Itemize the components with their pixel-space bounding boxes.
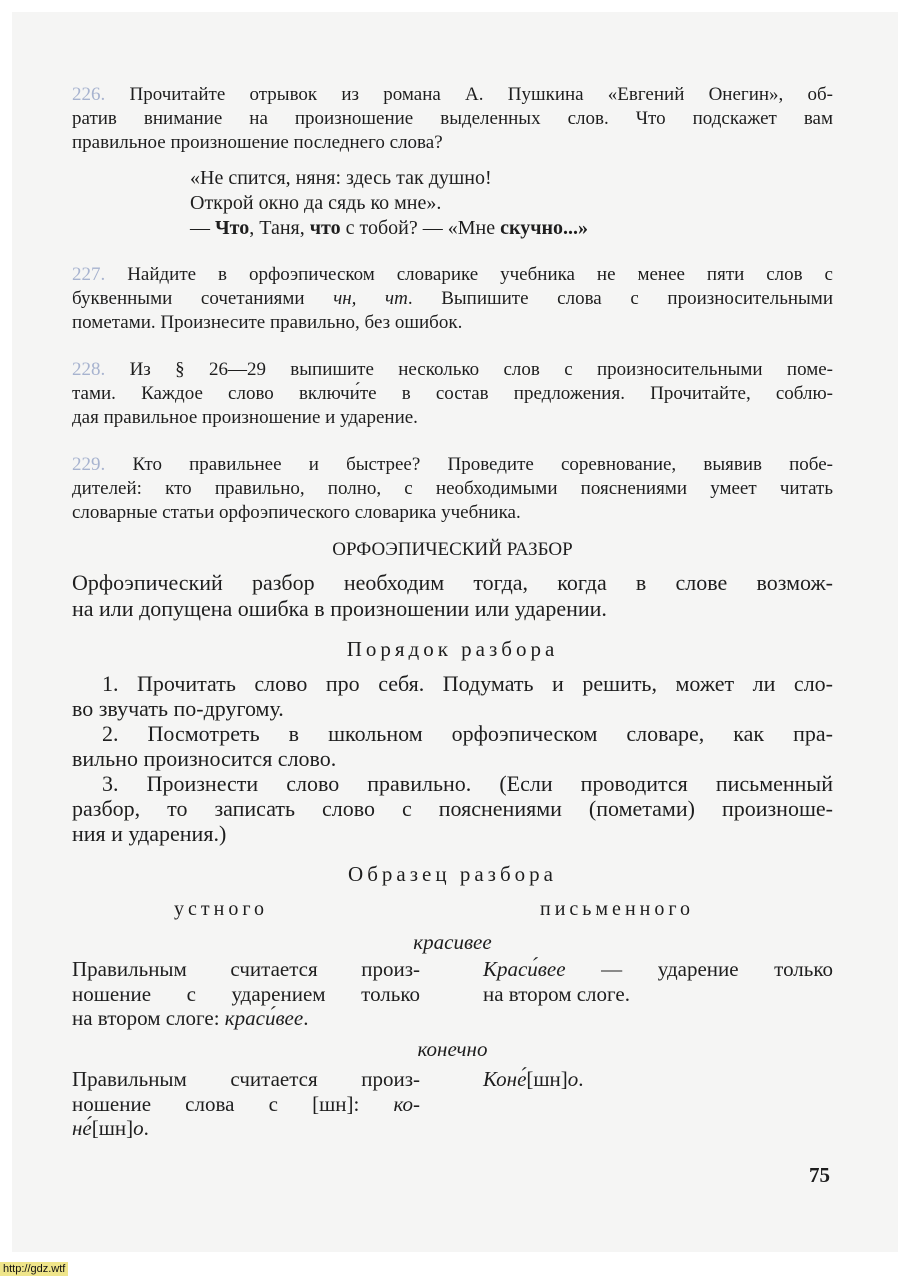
- text-segment: с тобой? — «Мне: [340, 217, 501, 239]
- exercise-number: 227.: [72, 264, 106, 285]
- text-segment: ношение слова с [шн]:: [72, 1091, 394, 1116]
- krasivee-oral: [72, 957, 420, 1031]
- exercise-number: 228.: [72, 359, 106, 380]
- text-segment: тами. Каждое слово включи́те в состав предложения. Прочитайте, соблю-: [72, 383, 833, 404]
- text-segment: Что: [215, 217, 250, 239]
- text-segment: .: [303, 1006, 309, 1030]
- text-segment: на втором слоге:: [72, 1006, 225, 1030]
- text-segment: «Не спится, няня: здесь так душно!: [190, 167, 492, 189]
- text-segment: 3. Произнести слово правильно. (Если проводится письменный: [102, 771, 833, 796]
- text-line: [72, 721, 833, 746]
- konechno-oral: [72, 1067, 420, 1141]
- text-segment: разбор, то записать слово с пояснениями (пометами) произноше-: [72, 796, 833, 821]
- text-line: [72, 477, 833, 501]
- text-segment: , Таня,: [249, 217, 310, 239]
- text-segment: скучно...»: [500, 217, 588, 239]
- written-label: письменного: [540, 898, 695, 920]
- text-line: [72, 453, 833, 477]
- text-segment: Из § 26—29 выпишите несколько слов с произносительными поме-: [105, 359, 833, 380]
- text-line: [72, 957, 420, 982]
- text-line: [72, 570, 833, 596]
- text-segment: чн, чт: [333, 288, 408, 309]
- footer-link[interactable]: http://gdz.wtf: [0, 1262, 68, 1276]
- text-line: [72, 1067, 420, 1092]
- order-steps: [72, 671, 833, 846]
- text-line: [72, 671, 833, 696]
- text-line: [72, 821, 833, 846]
- text-segment: .: [578, 1067, 584, 1091]
- page-number: 75: [809, 1163, 830, 1187]
- text-line: [190, 216, 750, 241]
- text-line: [72, 287, 833, 311]
- text-line: [72, 1092, 420, 1117]
- text-segment: Найдите в орфоэпическом словарике учебника не менее пяти слов с: [105, 264, 833, 285]
- text-segment: на втором слоге.: [483, 981, 630, 1006]
- text-line: [72, 771, 833, 796]
- text-line: [72, 501, 833, 525]
- sample-title: Образец разбора: [348, 862, 557, 886]
- text-line: [72, 83, 833, 107]
- text-line: [72, 596, 833, 622]
- text-line: [483, 957, 833, 982]
- text-line: [72, 358, 833, 382]
- text-segment: Открой окно да сядь ко мне».: [190, 192, 442, 214]
- text-segment: Правильным считается произ-: [72, 1067, 420, 1091]
- text-segment: дителей: кто правильно, полно, с необходимыми пояснениями умеет читать: [72, 478, 833, 499]
- text-segment: .: [143, 1116, 149, 1140]
- text-segment: ношение с ударением только: [72, 981, 420, 1006]
- text-line: [72, 107, 833, 131]
- word-konechno: конечно: [417, 1037, 488, 1061]
- text-line: [483, 982, 833, 1007]
- text-segment: буквенными сочетаниями: [72, 288, 334, 309]
- text-segment: правильное произношение последнего слова?: [72, 132, 443, 153]
- text-line: [72, 1116, 420, 1141]
- text-segment: дая правильное произношение и ударение.: [72, 407, 418, 428]
- text-line: [72, 406, 833, 430]
- text-segment: —: [190, 217, 215, 239]
- text-segment: Правильным считается произ-: [72, 957, 420, 981]
- definition-paragraph: [72, 570, 833, 622]
- section-heading: ОРФОЭПИЧЕСКИЙ РАЗБОР: [332, 539, 573, 560]
- text-line: [72, 131, 833, 155]
- text-line: [72, 1006, 420, 1031]
- text-segment: пометами. Произнесите правильно, без ошибок.: [72, 312, 463, 333]
- text-segment: Кто правильнее и быстрее? Проведите соревнование, выявив побе-: [105, 454, 833, 475]
- text-segment: ратив внимание на произношение выделенных слов. Что подскажет вам: [72, 108, 833, 129]
- text-segment: не́: [72, 1116, 92, 1140]
- text-segment: 2. Посмотреть в школьном орфоэпическом словаре, как пра-: [102, 721, 833, 746]
- text-segment: о: [133, 1116, 144, 1140]
- oral-label: устного: [174, 898, 269, 920]
- text-segment: о: [567, 1067, 579, 1091]
- text-segment: вильно произносится слово.: [72, 746, 337, 771]
- word-krasivee: красивее: [413, 930, 492, 954]
- text-segment: Прочитайте отрывок из романа А. Пушкина «Евгений Онегин», об-: [105, 84, 833, 105]
- text-segment: ко-: [393, 1091, 420, 1116]
- text-line: [72, 382, 833, 406]
- text-segment: — ударение только: [565, 957, 833, 981]
- text-line: [483, 1067, 833, 1092]
- text-segment: во звучать по-другому.: [72, 696, 284, 721]
- exercise-226: [72, 83, 833, 155]
- text-line: [190, 191, 750, 216]
- poem-quote: [190, 166, 750, 241]
- text-segment: Коне́: [483, 1067, 527, 1091]
- konechno-written: [483, 1067, 833, 1092]
- text-line: [72, 311, 833, 335]
- text-line: [72, 263, 833, 287]
- exercise-number: 229.: [72, 454, 106, 475]
- text-line: [72, 746, 833, 771]
- krasivee-written: [483, 957, 833, 1006]
- text-segment: [шн]: [91, 1116, 134, 1140]
- text-segment: [шн]: [526, 1067, 568, 1091]
- text-segment: что: [309, 217, 341, 239]
- text-segment: . Выпишите слова с произносительными: [407, 288, 833, 309]
- exercise-229: [72, 453, 833, 525]
- text-segment: краси́вее: [224, 1006, 304, 1030]
- order-title: Порядок разбора: [346, 637, 559, 661]
- text-segment: ния и ударения.): [72, 821, 227, 846]
- text-line: [72, 696, 833, 721]
- exercise-228: [72, 358, 833, 430]
- text-segment: Орфоэпический разбор необходим тогда, когда в слове возмож-: [72, 570, 833, 595]
- text-segment: на или допущена ошибка в произношении или ударении.: [72, 596, 607, 621]
- text-line: [72, 982, 420, 1007]
- exercise-number: 226.: [72, 84, 106, 105]
- text-segment: словарные статьи орфоэпического словарика учебника.: [72, 502, 521, 523]
- text-segment: Краси́вее: [483, 957, 566, 981]
- text-line: [72, 796, 833, 821]
- text-segment: 1. Прочитать слово про себя. Подумать и решить, может ли сло-: [102, 671, 833, 696]
- text-line: [190, 166, 750, 191]
- exercise-227: [72, 263, 833, 335]
